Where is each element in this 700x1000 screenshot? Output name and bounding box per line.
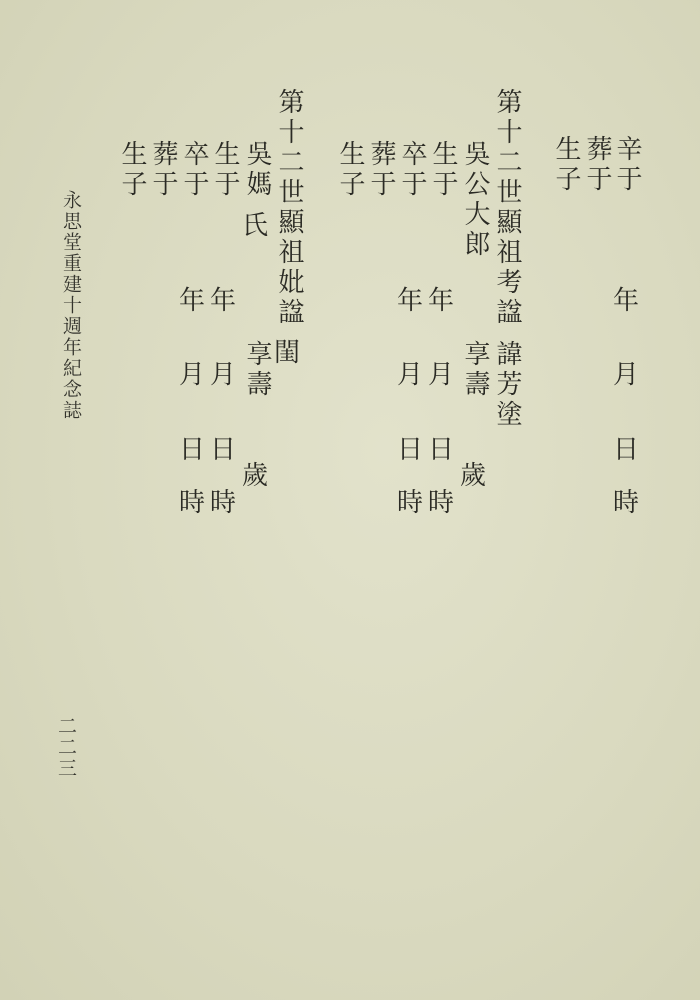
ancestress-birth-column	[208, 140, 238, 200]
ancestress-death-day	[177, 437, 207, 463]
top-burial-column	[580, 135, 610, 195]
age-unit: 歲	[459, 461, 486, 491]
ancestress-death-year	[177, 288, 207, 314]
top-death-month	[611, 362, 641, 388]
year-field: 年	[178, 286, 205, 316]
ancestor-death-day	[395, 437, 425, 463]
inner-name-label: 閨	[273, 338, 300, 368]
ancestress-birth-month	[208, 362, 238, 388]
ancestress-death-label: 卒于	[179, 140, 209, 200]
ancestor-children-column	[333, 140, 363, 200]
ancestress-longevity-label: 享壽	[242, 340, 272, 400]
ancestor-death-label: 卒于	[397, 140, 427, 200]
page-number-column	[55, 716, 80, 779]
hour-field: 時	[178, 488, 205, 518]
ancestor-age-unit	[458, 463, 488, 489]
year-field: 年	[209, 286, 236, 316]
ancestor-burial-column	[364, 140, 394, 200]
month-field: 月	[612, 360, 639, 390]
top-death-label: 辛于	[612, 135, 642, 195]
hour-field: 時	[396, 488, 423, 518]
ancestress-burial-column	[146, 140, 176, 200]
ancestor-birth-month	[426, 362, 456, 388]
year-field: 年	[396, 286, 423, 316]
month-field: 月	[178, 360, 205, 390]
ancestor-taboo-name: 諱芳塗	[492, 340, 522, 430]
ancestor-death-hour	[395, 490, 425, 516]
top-children-label: 生子	[551, 135, 581, 195]
day-field: 日	[178, 435, 205, 465]
ancestress-heading: 第十二世顯祖妣諡	[274, 88, 304, 328]
month-field: 月	[427, 360, 454, 390]
ancestress-inner-column	[272, 340, 302, 366]
ancestress-burial-label: 葬于	[148, 140, 178, 200]
ancestor-birth-day	[426, 437, 456, 463]
ancestress-death-column	[177, 140, 207, 200]
top-burial-label: 葬于	[582, 135, 612, 195]
ancestress-birth-hour	[208, 490, 238, 516]
ancestress-death-month	[177, 362, 207, 388]
day-field: 日	[612, 435, 639, 465]
hour-field: 時	[612, 488, 639, 518]
ancestress-birth-year	[208, 288, 238, 314]
day-field: 日	[209, 435, 236, 465]
ancestress-surname-suffix	[240, 213, 270, 239]
year-field: 年	[427, 286, 454, 316]
ancestor-taboo-column	[490, 340, 520, 430]
month-field: 月	[396, 360, 423, 390]
ancestor-longevity-column	[458, 340, 488, 400]
ancestress-heading-column	[272, 88, 302, 328]
day-field: 日	[427, 435, 454, 465]
ancestress-birth-day	[208, 437, 238, 463]
ancestor-heading: 第十二世顯祖考諡	[492, 88, 522, 328]
top-death-day	[611, 437, 641, 463]
top-children-column	[549, 135, 579, 195]
ancestress-longevity-column	[240, 340, 270, 400]
ancestor-longevity-label: 享壽	[460, 340, 490, 400]
ancestress-children-label: 生子	[117, 140, 147, 200]
hour-field: 時	[427, 488, 454, 518]
ancestress-name-column	[240, 140, 270, 200]
journal-title: 永思堂重建十週年紀念誌	[60, 190, 82, 421]
ancestress-name: 吳媽	[242, 140, 272, 200]
ancestress-age-unit	[240, 463, 270, 489]
top-death-hour	[611, 490, 641, 516]
journal-title-column	[58, 190, 80, 421]
hour-field: 時	[209, 488, 236, 518]
year-field: 年	[612, 286, 639, 316]
page-number: 二二三	[55, 716, 77, 779]
ancestress-birth-label: 生于	[210, 140, 240, 200]
ancestor-name: 吳公大郎	[460, 140, 490, 260]
ancestor-heading-column	[490, 88, 520, 328]
age-unit: 歲	[241, 461, 268, 491]
ancestor-death-column	[395, 140, 425, 200]
ancestor-birth-label: 生于	[428, 140, 458, 200]
ancestor-children-label: 生子	[335, 140, 365, 200]
ancestor-death-month	[395, 362, 425, 388]
ancestor-death-year	[395, 288, 425, 314]
ancestor-birth-year	[426, 288, 456, 314]
ancestor-burial-label: 葬于	[366, 140, 396, 200]
ancestress-death-hour	[177, 490, 207, 516]
ancestor-birth-hour	[426, 490, 456, 516]
ancestor-birth-column	[426, 140, 456, 200]
month-field: 月	[209, 360, 236, 390]
day-field: 日	[396, 435, 423, 465]
ancestor-name-column	[458, 140, 488, 260]
top-death-year	[611, 288, 641, 314]
ancestress-children-column	[115, 140, 145, 200]
surname-suffix: 氏	[241, 211, 268, 241]
top-death-column	[610, 135, 640, 195]
